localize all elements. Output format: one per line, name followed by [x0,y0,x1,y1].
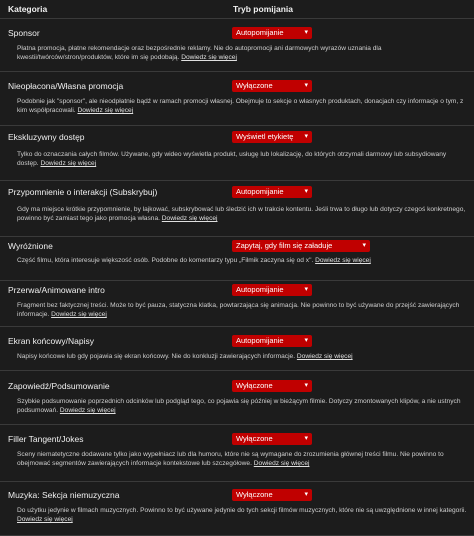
skip-mode-value: Wyłączone [236,490,273,499]
header-category: Kategoria [8,4,48,14]
chevron-down-icon: ▾ [304,337,308,344]
chevron-down-icon: ▾ [304,286,308,293]
chevron-down-icon: ▾ [304,435,308,442]
category-name: Ekran końcowy/Napisy [8,336,94,346]
category-name: Zapowiedź/Podsumowanie [8,381,110,391]
chevron-down-icon: ▾ [304,29,308,36]
description-text: Tylko do oznaczania całych filmów. Używane, gdy wideo wyświetla produkt, usługę lub lokalizację, do których otrzymali darmowy lub subsydiowany dostęp. [17,151,447,167]
skip-mode-select[interactable] [232,240,370,252]
header-skip-mode: Tryb pomijania [233,4,293,14]
chevron-down-icon: ▾ [304,82,308,89]
category-description [17,205,467,223]
learn-more-link[interactable]: Dowiedz się więcej [51,311,107,318]
chevron-down-icon: ▾ [304,188,308,195]
category-row [0,425,474,482]
category-row [0,19,474,72]
learn-more-link[interactable]: Dowiedz się więcej [296,353,353,360]
category-row [0,72,474,126]
description-text: Szybkie podsumowanie poprzednich odcinków lub podgląd tego, co pojawia się później w bieżącym filmie. Dotyczy zmontowanych klipów, a nie ustnych podsumowań. [17,398,461,414]
description-text: Podobnie jak "sponsor", ale nieodpłatnie bądź w ramach promocji własnej. Obejmuje to sekcje o własnych produktach, donacjach czy informacje o tym, z kim współpracowali. [17,98,464,114]
chevron-down-icon: ▾ [304,491,308,498]
category-name: Nieopłacona/Własna promocja [8,81,124,91]
category-row [0,281,474,327]
category-description [17,506,467,524]
learn-more-link[interactable]: Dowiedz się więcej [77,107,134,114]
learn-more-link[interactable]: Dowiedz się więcej [161,215,218,222]
category-description [17,301,467,319]
category-row [0,237,474,281]
learn-more-link[interactable]: Dowiedz się więcej [17,516,73,523]
skip-mode-value: Wyłączone [236,434,273,443]
category-row [0,327,474,371]
category-name: Przypomnienie o interakcji (Subskrybuj) [8,187,158,197]
skip-mode-select[interactable] [232,284,312,296]
chevron-down-icon: ▾ [304,133,308,140]
category-name: Muzyka: Sekcja niemuzyczna [8,490,120,500]
category-name: Przerwa/Animowane intro [8,285,105,295]
category-name: Wyróżnione [8,241,53,251]
skip-mode-value: Autopomijanie [236,28,284,37]
table-header [0,0,474,19]
category-description [17,397,467,415]
category-row [0,126,474,181]
skip-mode-select[interactable] [232,335,312,347]
learn-more-link[interactable]: Dowiedz się więcej [315,257,371,264]
category-name: Sponsor [8,28,40,38]
skip-mode-value: Autopomijanie [236,285,284,294]
description-text: Napisy końcowe lub gdy pojawia się ekran końcowy. Nie do konkluzji zawierających informacje. [17,353,296,360]
description-text: Sceny niematetyczne dodawane tylko jako wypełniacz lub dla humoru, które nie są wymagane do zrozumienia głównej treści filmu. Nie powinno to obejmować segmentów zawierających informacje kontekstowe lub szczegółowe. [17,451,444,467]
skip-mode-select[interactable] [232,27,312,39]
skip-mode-value: Wyświetl etykietę [236,132,294,141]
skip-mode-value: Autopomijanie [236,336,284,345]
description-text: Płatna promocja, płatne rekomendacje oraz bezpośrednie reklamy. Nie do autopromocji ani darmowych wyrazów uznania dla kwestii/twórców/stron/produktów, które im się podobają. [17,45,382,61]
category-description [17,150,467,168]
description-text: Część filmu, która interesuje większość osób. Podobne do komentarzy typu „Filmik zaczyna się od x". [17,257,314,264]
skip-mode-value: Zapytaj, gdy film się załaduje [236,241,333,250]
learn-more-link[interactable]: Dowiedz się więcej [59,407,116,414]
skip-mode-select[interactable] [232,433,312,445]
description-text: Do użytku jedynie w filmach muzycznych. Powinno to być używane jedynie do tych sekcji filmów muzycznych, które nie są uwzględnione w innej kategorii. [17,507,467,514]
category-description [17,450,467,468]
learn-more-link[interactable]: Dowiedz się więcej [253,460,310,467]
category-description [17,256,467,265]
chevron-down-icon: ▾ [362,242,366,249]
chevron-down-icon: ▾ [304,382,308,389]
skip-mode-select[interactable] [232,131,312,143]
skip-mode-value: Wyłączone [236,381,273,390]
category-name: Filler Tangent/Jokes [8,434,84,444]
skip-mode-select[interactable] [232,380,312,392]
category-description [17,97,467,115]
category-description [17,352,467,361]
skip-mode-select[interactable] [232,489,312,501]
skip-mode-select[interactable] [232,186,312,198]
skip-mode-value: Autopomijanie [236,187,284,196]
description-text: Fragment bez faktycznej treści. Może to być pauza, statyczna klatka, powtarzająca się animacja. Nie powinno to być używane do przejść zawierających informacje. [17,302,460,318]
category-description [17,44,467,62]
learn-more-link[interactable]: Dowiedz się więcej [40,160,97,167]
skip-mode-select[interactable] [232,80,312,92]
description-text: Gdy ma miejsce krótkie przypomnienie, by lajkować, subskrybować lub śledzić ich w trakcie kontentu. Jeśli trwa to długo lub dotyczy czegoś konkretnego, powinno być zamiast tego jako promocja własna. [17,206,466,222]
learn-more-link[interactable]: Dowiedz się więcej [181,54,237,61]
skip-mode-value: Wyłączone [236,81,273,90]
category-row [0,181,474,237]
category-row [0,482,474,536]
category-name: Ekskluzywny dostęp [8,132,85,142]
category-row [0,371,474,425]
